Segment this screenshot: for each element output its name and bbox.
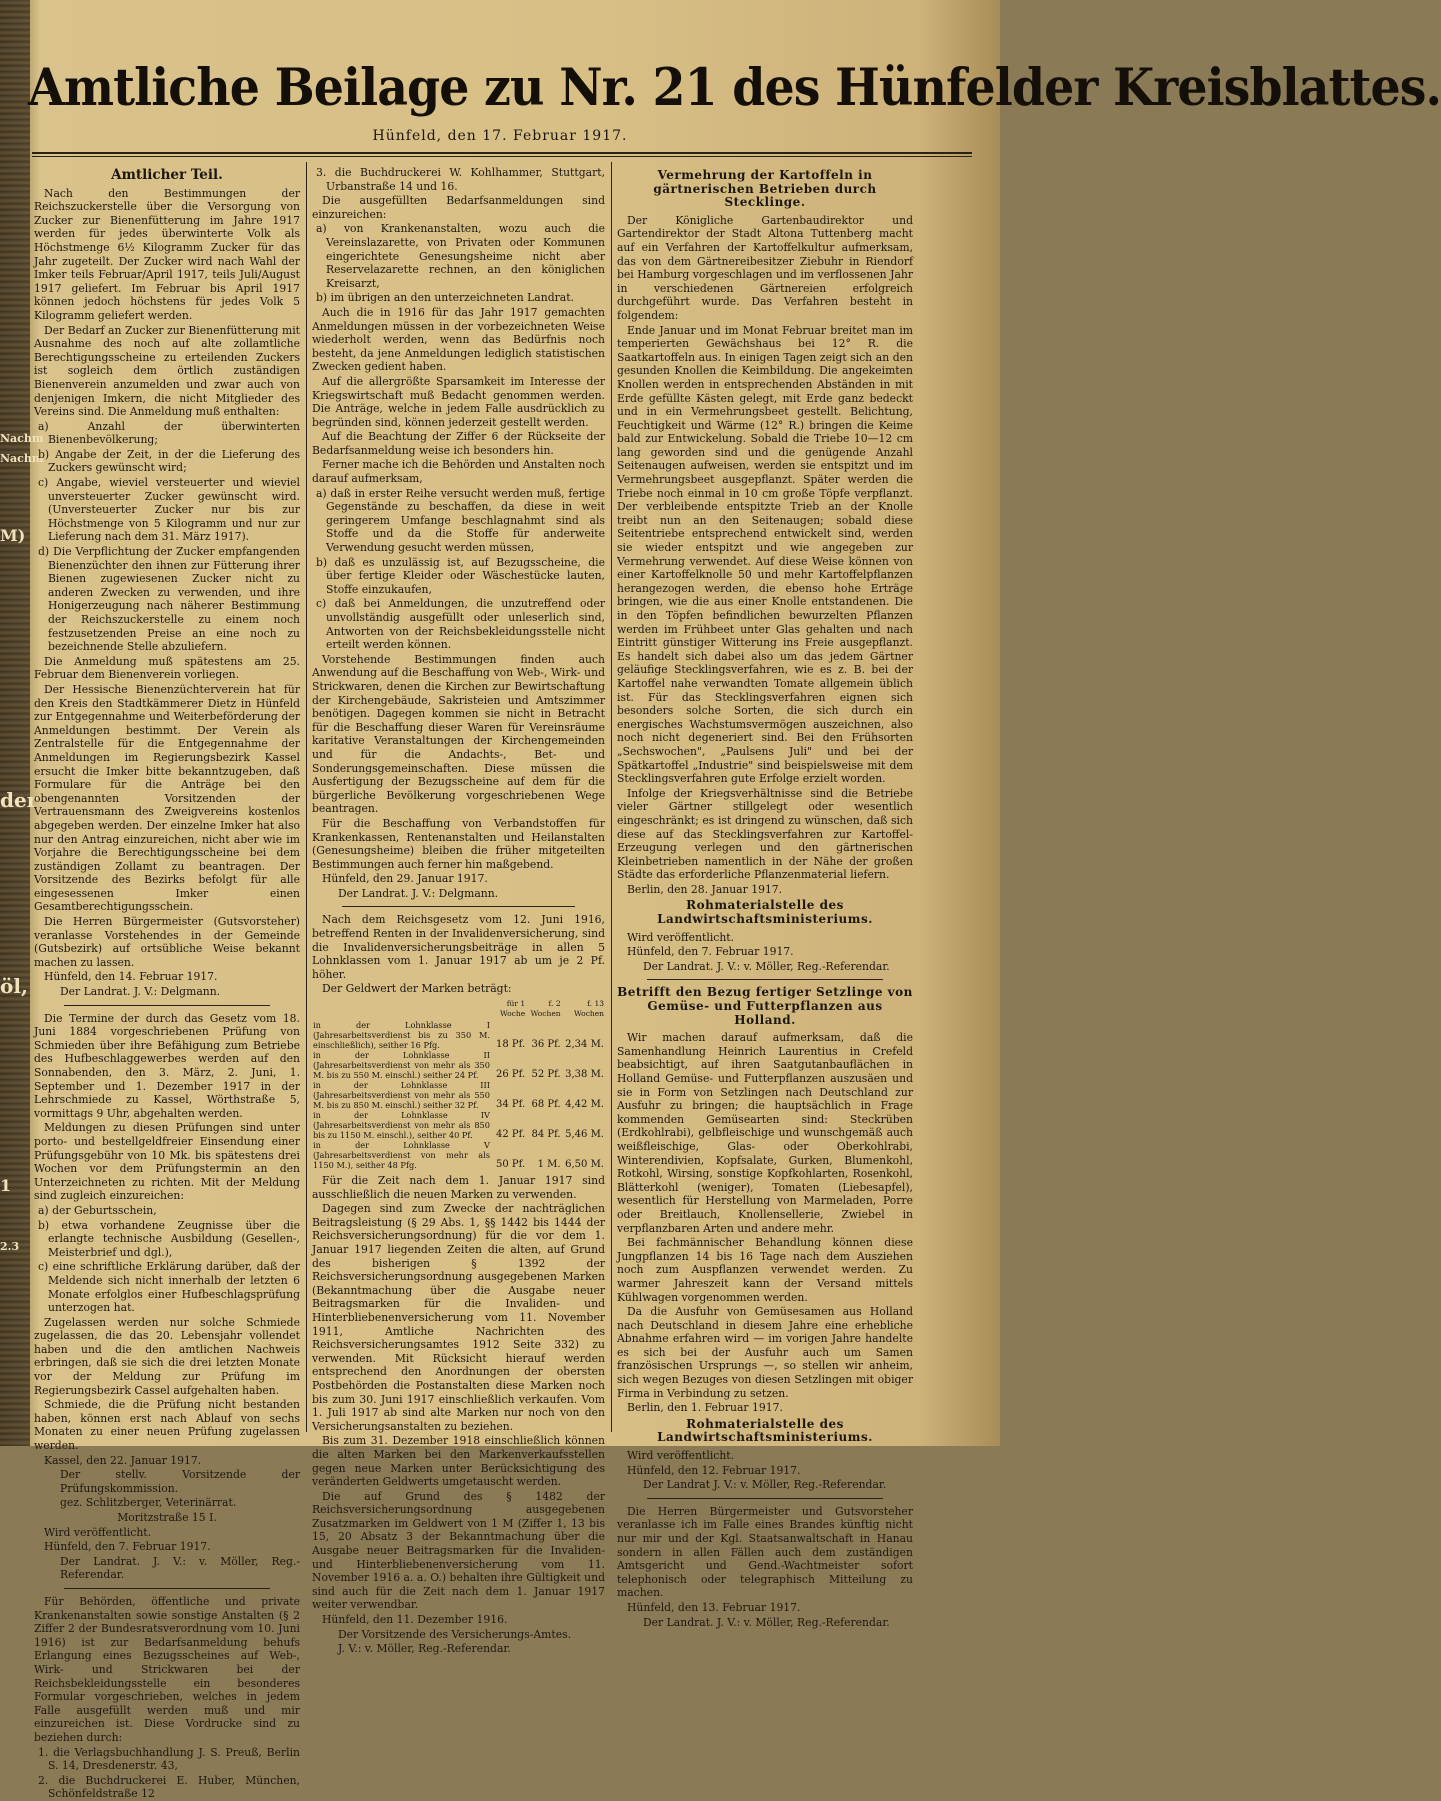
paragraph: Die auf Grund des § 1482 der Reichsversicherungsordnung ausgegebenen Zusatzmarken im Geldwert von 1 M (Ziffer 1, 13 bis 15, 20 Absatz 3 der Bekanntmachung über die Ausgabe neuer Beitragsmarken für die Invaliden- und Hinterbliebenenversicherung vom 11. November 1916 a. a. O.) behalten ihre Gültigkeit und sind auch für die Zeit nach dem 1. Januar 1917 weiter verwendbar. xyxy=(312,1489,605,1612)
table-cell: 42 Pf. xyxy=(495,1129,526,1141)
table-header: f. 13 Wochen xyxy=(573,999,604,1019)
table-header-row xyxy=(312,998,605,1020)
paragraph: Ende Januar und im Monat Februar breitet man im temperierten Gewächshaus bei 12° R. die Saatkartoffeln aus. In einigen Tagen zeigt sich an den gesunden Knollen die Keimbildung. Die angekeimten Knollen werden in entsprechenden Abständen in mit Erde gefüllte Kästen gelegt, mit Erde ganz bedeckt und in ein Vermehrungsbeet gestellt. Belichtung, Feuchtigkeit und Wärme (12° R.) bringen die Keime bald zur Entwickelung. Sobald die Triebe 10—12 cm lang geworden sind und die genügende Anzahl Seitenaugen aufweisen, werden sie entspitzt und im Vermehrungsbeet ausgepflanzt. Später werden die Triebe noch einmal in 10 cm große Töpfe verpflanzt. Der verbleibende entspitzte Trieb an der Knolle treibt nun an den Seitenaugen; sobald diese Seitentriebe entsprechend entwickelt sind, werden sie wieder entspitzt und wie angegeben zur Vermehrung verwendet. Auf diese Weise können von einer Kartoffelknolle 50 und mehr Kartoffelpflanzen herangezogen werden, die ebenso hohe Erträge bringen, wie die aus einer Knolle entstandenen. Die in den Töpfen befindlichen bewurzelten Pflanzen werden im Frühbeet unter Glas gehalten und nach Eintritt günstiger Witterung ins Freie ausgepflanzt. Es handelt sich dabei also um das jedem Gärtner geläufige Stecklingsverfahren, wie es z. B. bei der Kartoffel nahe verwandten Tomate allgemein üblich ist. Für das Stecklingsverfahren eignen sich besonders solche Sorten, die sich durch ein energisches Wachstumsvermögen auszeichnen, also noch nicht degeneriert sind. Bei den Frühsorten „Sechswochen", „Paulsens Juli" und bei der Spätkartoffel „Industrie" sind beispielsweise mit dem Stecklingsverfahren gute Erfolge erzielt worden. xyxy=(617,323,913,786)
list-item: b) daß es unzulässig ist, auf Bezugsscheine, die über fertige Kleider oder Wäschestücke lauten, Stoffe einzukaufen, xyxy=(316,555,605,596)
signature: Der Landrat. J. V.: Delgmann. xyxy=(338,886,499,900)
section-heading: Rohmaterialstelle des Landwirtschaftsministeriums. xyxy=(657,898,873,927)
margin-fragment: Nachm xyxy=(0,432,44,445)
table-cell: in der Lohnklasse I (Jahresarbeitsverdienst bis zu 350 M. einschließlich), seither 16 Pfg. xyxy=(313,1020,490,1051)
paragraph: Die Termine der durch das Gesetz vom 18. Juni 1884 vorgeschriebenen Prüfung von Schmieden über ihre Befähigung zum Betriebe des Hufbeschlaggewerbes werden auf den Sonnabenden, den 3. März, 2. Juni, 1. September und 1. Dezember 1917 in der Lehrschmiede zu Kassel, Wörthstraße 5, vormittags 9 Uhr, abgehalten werden. xyxy=(34,1011,300,1120)
table-cell: 34 Pf. xyxy=(495,1099,526,1111)
date-line: Hünfeld, den 29. Januar 1917. xyxy=(322,872,488,886)
date-line: Hünfeld, den 11. Dezember 1916. xyxy=(322,1613,508,1627)
paragraph: Bei fachmännischer Behandlung können diese Jungpflanzen 14 bis 16 Tage nach dem Ausziehen noch zum Auspflanzen verwendet werden. Zu warmer Jahreszeit kann der Versand mittels Kühlwagen vorgenommen werden. xyxy=(617,1236,913,1304)
table-cell: 52 Pf. xyxy=(531,1069,561,1081)
paragraph: Die ausgefüllten Bedarfsanmeldungen sind einzureichen: xyxy=(312,194,605,221)
table-row xyxy=(312,1140,605,1170)
paragraph: Der Königliche Gartenbaudirektor und Gartendirektor der Stadt Altona Tuttenberg macht auf ein Verfahren der Kartoffelkultur aufmerksam, das von dem Gärtnereibesitzer Ziebuhr in Riendorf bei Hamburg vorgeschlagen und im verflossenen Jahr in verschiedenen Gärtnereien erfolgreich durchgeführt wurde. Das Verfahren besteht in folgendem: xyxy=(617,213,913,322)
paragraph: Auf die allergrößte Sparsamkeit im Interesse der Kriegswirtschaft muß Bedacht genommen werden. Die Anträge, welche in jedem Falle ausdrücklich zu begründen sind, können jederzeit gestellt werden. xyxy=(312,374,605,429)
date-line: Hünfeld, den 13. Februar 1917. xyxy=(627,1600,801,1614)
signature: Der Vorsitzende des Versicherungs-Amtes. xyxy=(338,1627,572,1641)
date-line: Hünfeld, den 7. Februar 1917. xyxy=(44,1540,211,1554)
paragraph: Für Behörden, öffentliche und private Krankenanstalten sowie sonstige Anstalten (§ 2 Ziffer 2 der Bundesratsverordnung vom 10. Juni 1916) ist zur Bedarfsanmeldung behufs Erlangung eines Bezugsscheines auf Web-, Wirk- und Strickwaren bei der Reichsbekleidungsstelle ein besonderes Formular vorgeschrieben, welches in jedem Falle ausgefüllt werden muß und mir einzureichen ist. Diese Vordrucke sind zu beziehen durch: xyxy=(34,1594,300,1744)
date-line: Berlin, den 1. Februar 1917. xyxy=(627,1401,783,1415)
paragraph: Die Herren Bürgermeister und Gutsvorsteher veranlasse ich im Falle eines Brandes künftig nicht nur mir und der Kgl. Staatsanwaltschaft in Hanau sondern in allen Fällen auch dem zuständigen Amtsgericht und Gend.-Wachtmeister sofort telephonisch oder telegraphisch Mitteilung zu machen. xyxy=(617,1504,913,1600)
list-item: d) Die Verpflichtung der Zucker empfangenden Bienenzüchter den ihnen zur Fütterung ihrer Bienen zugewiesenen Zucker nicht zu anderen Zwecken zu verwenden, und ihre Honigerzeugung nach näherer Bestimmung der Reichszuckerstelle zu einem noch festzusetzenden Preise an eine noch zu bezeichnende Stelle abzuliefern. xyxy=(38,545,300,654)
list-item: c) eine schriftliche Erklärung darüber, daß der Meldende sich nicht innerhalb der letzten 6 Monate erfolglos einer Hufbeschlagsprüfung unterzogen hat. xyxy=(38,1260,300,1315)
table-cell: in der Lohnklasse IV (Jahresarbeitsverdienst von mehr als 850 bis zu 1150 M. einschl.), seither 40 Pf. xyxy=(313,1110,490,1141)
table-cell: 2,34 M. xyxy=(565,1039,604,1051)
list-item: c) daß bei Anmeldungen, die unzutreffend oder unvollständig ausgefüllt oder unleserlich sind, Antworten von der Reichsbekleidungsstelle nicht erteilt werden können. xyxy=(316,597,605,652)
paragraph: Auch die in 1916 für das Jahr 1917 gemachten Anmeldungen müssen in der vorbezeichneten Weise wiederholt werden, wenn das Bedürfnis noch besteht, da jene Anmeldungen lediglich statistischen Zwecken gedient haben. xyxy=(312,305,605,374)
paragraph: Dagegen sind zum Zwecke der nachträglichen Beitragsleistung (§ 29 Abs. 1, §§ 1442 bis 1444 der Reichsversicherungsordnung) für die vor dem 1. Januar 1917 liegenden Zeiten die alten, auf Grund des bisherigen § 1392 der Reichsversicherungsordnung ausgegebenen Marken (Bekanntmachung über die Ausgabe neuer Beitragsmarken für die Invaliden- und Hinterbliebenenversicherung vom 11. November 1911, Amtliche Nachrichten des Reichsversicherungsamtes 1912 Seite 332) zu verwenden. Mit Rücksicht hierauf werden entsprechend den Anordnungen der obersten Postbehörden die Postanstalten diese Marken noch bis zum 30. Juni 1917 einschließlich verkaufen. Vom 1. Juli 1917 ab sind alte Marken nur noch von den Versicherungsanstalten zu beziehen. xyxy=(312,1202,605,1433)
paragraph: Wir machen darauf aufmerksam, daß die Samenhandlung Heinrich Laurentius in Crefeld beabsichtigt, auf ihren Saatgutanbauflächen in Holland Gemüse- und Futterpflanzen auszusäen und sie in Form von Setzlingen nach Deutschland zur Ausfuhr zu bringen; die hauptsächlich in Frage kommenden Gemüsearten sind: Steckrüben (Erdkohlrabi), gelbfleischige und wunschgemäß auch weißfleischige, Glas- oder Oberkohlrabi, Winterendivien, Kopfsalate, Gurken, Blumenkohl, Rotkohl, Wirsing, sonstige Kopfkohlarten, Rosenkohl, Blätterkohl (weniger), Tomaten (Liebesapfel), wesentlich für Herstellung von Marmeladen, Porre oder Breitlauch, Knollensellerie, Zwiebel in verpflanzbaren Arten und andere mehr. xyxy=(617,1031,913,1235)
list-item: 2. die Buchdruckerei E. Huber, München, Schönfeldstraße 12 xyxy=(38,1773,300,1801)
paragraph: Für die Zeit nach dem 1. Januar 1917 sind ausschließlich die neuen Marken zu verwenden. xyxy=(312,1174,605,1201)
paragraph: Nach den Bestimmungen der Reichszuckerstelle über die Versorgung von Zucker zur Bienenfütterung im Jahre 1917 werden für jedes überwinterte Volk als Höchstmenge 6½ Kilogramm Zucker für das Jahr zugeteilt. Der Zucker wird nach Wahl der Imker teils Februar/April 1917, teils Juli/August 1917 geliefert. Im Februar bis April 1917 können jedoch höchstens für jedes Volk 5 Kilogramm geliefert werden. xyxy=(34,186,300,322)
binding-gutter xyxy=(0,0,44,1446)
date-line: Hünfeld, den 14. Februar 1917. xyxy=(44,970,218,984)
table-row xyxy=(312,1110,605,1140)
column-3 xyxy=(617,166,913,1629)
margin-fragment: 1 xyxy=(0,1176,12,1195)
signature: Moritzstraße 15 I. xyxy=(117,1511,217,1524)
margin-fragment: 2.3 xyxy=(0,1240,20,1253)
paragraph: Der Bedarf an Zucker zur Bienenfütterung mit Ausnahme des noch auf alte zollamtliche Berechtigungsscheine zu erteilenden Zuckers ist sogleich dem örtlich zuständigen Bienenverein anzumelden und zwar auch von denjenigen Imkern, die nicht Mitglieder des Vereins sind. Die Anmeldung muß enthalten: xyxy=(34,323,300,419)
table-cell: 4,42 M. xyxy=(565,1099,604,1111)
margin-fragment: öl, xyxy=(0,974,28,998)
margin-fragment: M) xyxy=(0,526,26,545)
table-cell: 26 Pf. xyxy=(495,1069,526,1081)
table-cell: in der Lohnklasse III (Jahresarbeitsverdienst von mehr als 550 M. bis zu 850 M. einschl.) seither 32 Pf. xyxy=(313,1080,490,1111)
section-heading: Rohmaterialstelle des Landwirtschaftsministeriums. xyxy=(657,1416,873,1445)
publication-note: Wird veröffentlicht. xyxy=(627,1449,735,1463)
separator xyxy=(64,1005,270,1006)
separator xyxy=(647,979,883,980)
date-line: Hünfeld, den 12. Februar 1917. xyxy=(627,1463,801,1477)
masthead-rule-thin xyxy=(32,156,972,157)
publication-note: Wird veröffentlicht. xyxy=(627,930,735,944)
column-rule xyxy=(306,162,307,1432)
rates-table xyxy=(312,998,605,1170)
list-item: c) Angabe, wieviel versteuerter und wieviel unversteuerter Zucker gewünscht wird. (Unversteuerter Zucker nur bis zur Höchstmenge von 5 Kilogramm und nur zur Lieferung nach dem 31. März 1917). xyxy=(38,476,300,544)
date-line: Hünfeld, den 7. Februar 1917. xyxy=(627,945,794,959)
paragraph: Die Herren Bürgermeister (Gutsvorsteher) veranlasse Vorstehendes in der Gemeinde (Gutsbezirk) auf ortsübliche Weise bekannt machen zu lassen. xyxy=(34,915,300,969)
section-heading: Betrifft den Bezug fertiger Setzlinge von Gemüse- und Futterpflanzen aus Holland. xyxy=(617,985,913,1027)
paragraph: Infolge der Kriegsverhältnisse sind die Betriebe vieler Gärtner stillgelegt oder wesentlich eingeschränkt; es ist dringend zu wünschen, daß sich diese auf das Stecklingsverfahren zur Kartoffel-Erzeugung verlegen und den gärtnerischen Kleinbetrieben namentlich in der Nähe der großen Städte das erforderliche Pflanzenmaterial liefern. xyxy=(617,786,913,882)
column-1 xyxy=(34,166,300,1801)
table-header: für 1 Woche xyxy=(499,999,526,1019)
table-cell: 1 M. xyxy=(537,1159,561,1171)
paragraph: Vorstehende Bestimmungen finden auch Anwendung auf die Beschaffung von Web-, Wirk- und Strickwaren, denen die Kirchen zur Bewirtschaftung der Kirchengebäude, Sakristeien und Amtszimmer benötigen. Dagegen kommen sie nicht in Betracht für die Beschaffung dieser Waren für Vereinsräume karitative Veranstaltungen der Kirchengemeinden und für die Andachts-, Bet- und Sonderungsgemeinschaften. Diese müssen die Ausfertigung der Bezugsscheine auf dem für die bürgerliche Bevölkerung vorgeschriebenen Wege beantragen. xyxy=(312,652,605,816)
date-line: Kassel, den 22. Januar 1917. xyxy=(44,1453,202,1467)
publication-note: Wird veröffentlicht. xyxy=(44,1525,152,1539)
margin-fragment: der xyxy=(0,788,38,812)
paragraph: Für die Beschaffung von Verbandstoffen für Krankenkassen, Rentenanstalten und Heilanstalten (Genesungsheime) bleiben die früher mitgeteilten Bestimmungen auch ferner hin maßgebend. xyxy=(312,816,605,871)
date-line: Berlin, den 28. Januar 1917. xyxy=(627,882,783,896)
list-item: b) Angabe der Zeit, in der die Lieferung des Zuckers gewünscht wird; xyxy=(38,447,300,475)
paragraph: Der Hessische Bienenzüchterverein hat für den Kreis den Stadtkämmerer Dietz in Hünfeld zur Entgegennahme und Weiterbeförderung der Anmeldungen bestimmt. Der Verein als Zentralstelle für die Entgegennahme der Anmeldungen im Regierungsbezirk Kassel ersucht die Imker bitte bekanntzugeben, daß Formulare für die Anträge bei den obengenannten Vorsitzenden der Vertrauensmann des Zweigvereins kostenlos abgegeben werden. Der einzelne Imker hat also nur den Antrag einzureichen, nicht aber wie im Vorjahre die Berechtigungsscheine bei dem zuständigen Zollamt zu beantragen. Der Vorsitzende des Bezirks befolgt für alle eingesessenen Imker einen Gesamtberechtigungsschein. xyxy=(34,682,300,914)
margin-fragment: Nachm xyxy=(0,452,44,465)
list-item: a) Anzahl der überwinterten Bienenbevölkerung; xyxy=(38,419,300,447)
separator xyxy=(342,906,575,907)
paragraph: Zugelassen werden nur solche Schmiede zugelassen, die das 20. Lebensjahr vollendet haben und die den amtlichen Nachweis erbringen, daß sie sich die drei letzten Monate vor der Meldung zur Prüfung im Regierungsbezirk Cassel aufgehalten haben. xyxy=(34,1315,300,1397)
section-heading: Vermehrung der Kartoffeln in gärtnerischen Betrieben durch Stecklinge. xyxy=(653,168,877,210)
list-item: b) etwa vorhandene Zeugnisse über die erlangte technische Ausbildung (Gesellen-, Meisterbrief und dgl.), xyxy=(38,1218,300,1259)
signature: Der Landrat. J. V.: v. Möller, Reg.-Referendar. xyxy=(643,1615,890,1629)
table-cell: in der Lohnklasse V (Jahresarbeitsverdienst von mehr als 1150 M.), seither 48 Pfg. xyxy=(313,1140,490,1171)
table-row xyxy=(312,1050,605,1080)
paragraph: Meldungen zu diesen Prüfungen sind unter porto- und bestellgeldfreier Einsendung einer Prüfungsgebühr von 10 Mk. bis spätestens drei Wochen vor dem Prüfungstermin an den Unterzeichneten zu richten. Mit der Meldung sind zugleich einzureichen: xyxy=(34,1121,300,1203)
separator xyxy=(647,1498,883,1499)
table-cell: in der Lohnklasse II (Jahresarbeitsverdienst von mehr als 350 M. bis zu 550 M. einschl.) seither 24 Pf. xyxy=(313,1050,490,1081)
signature: Der Landrat. J. V.: Delgmann. xyxy=(60,985,221,999)
signature: Der Landrat J. V.: v. Möller, Reg.-Referendar. xyxy=(643,1478,887,1492)
paragraph: Schmiede, die die Prüfung nicht bestanden haben, können erst nach Ablauf von sechs Monaten zu einer neuen Prüfung zugelassen werden. xyxy=(34,1398,300,1453)
table-cell: 3,38 M. xyxy=(565,1069,604,1081)
table-cell: 18 Pf. xyxy=(495,1039,526,1051)
list-item: a) daß in erster Reihe versucht werden muß, fertige Gegenstände zu beschaffen, da diese in weit geringerem Umfange beschlagnahmt sind als Stoffe und da die Stoffe für anderweite Verwendung gesucht werden müssen, xyxy=(316,486,605,555)
masthead-title: Amtliche Beilage zu Nr. 21 des Hünfelder Kreisblattes. xyxy=(28,58,1441,118)
table-cell: 36 Pf. xyxy=(531,1039,561,1051)
table-cell: 6,50 M. xyxy=(565,1159,604,1171)
paragraph: Ferner mache ich die Behörden und Anstalten noch darauf aufmerksam, xyxy=(312,458,605,486)
signature: Der Landrat. J. V.: v. Möller, Reg.-Referendar. xyxy=(643,959,890,973)
dateline: Hünfeld, den 17. Februar 1917. xyxy=(372,128,628,144)
table-header: f. 2 Wochen xyxy=(530,999,561,1019)
table-cell: 68 Pf. xyxy=(531,1099,561,1111)
table-row xyxy=(312,1020,605,1050)
paragraph: Der Geldwert der Marken beträgt: xyxy=(322,982,512,996)
list-item: a) der Geburtsschein, xyxy=(38,1203,157,1217)
separator xyxy=(64,1588,270,1589)
table-cell: 50 Pf. xyxy=(495,1159,526,1171)
paragraph: Die Anmeldung muß spätestens am 25. Februar dem Bienenverein vorliegen. xyxy=(34,654,300,682)
signature: J. V.: v. Möller, Reg.-Referendar. xyxy=(338,1642,511,1656)
paragraph: Nach dem Reichsgesetz vom 12. Juni 1916, betreffend Renten in der Invalidenversicherung, sind die Invalidenversicherungsbeiträge in allen 5 Lohnklassen vom 1. Januar 1917 ab um je 2 Pf. höher. xyxy=(312,913,605,981)
paragraph: Auf die Beachtung der Ziffer 6 der Rückseite der Bedarfsanmeldung weise ich besonders hin. xyxy=(312,430,605,457)
masthead-rule xyxy=(32,152,972,154)
list-item: b) im übrigen an den unterzeichneten Landrat. xyxy=(316,291,574,305)
paragraph: Bis zum 31. Dezember 1918 einschließlich können die alten Marken bei den Markenverkaufsstellen gegen neue Marken unter Berücksichtigung des veränderten Geldwerts umgetauscht werden. xyxy=(312,1434,605,1489)
list-item: 1. die Verlagsbuchhandlung J. S. Preuß, Berlin S. 14, Dresdenerstr. 43, xyxy=(38,1745,300,1773)
list-item: a) von Krankenanstalten, wozu auch die Vereinslazarette, von Privaten oder Kommunen eingerichtete Genesungsheime nicht aber Reservelazarette rechnen, an den königlichen Kreisarzt, xyxy=(316,222,605,290)
column-2 xyxy=(312,166,605,1656)
signature: Der Landrat. J. V.: v. Möller, Reg.-Referendar. xyxy=(60,1554,300,1582)
table-cell: 84 Pf. xyxy=(531,1129,561,1141)
column-rule xyxy=(611,162,612,1432)
table-row xyxy=(312,1080,605,1110)
list-item: 3. die Buchdruckerei W. Kohlhammer, Stuttgart, Urbanstraße 14 und 16. xyxy=(316,166,605,193)
table-cell: 5,46 M. xyxy=(565,1129,604,1141)
section-heading: Amtlicher Teil. xyxy=(111,167,223,183)
paragraph: Da die Ausfuhr von Gemüsesamen aus Holland nach Deutschland in diesem Jahre eine erhebliche Abnahme erfahren wird — im vorigen Jahre handelte es sich bei der Ausfuhr auch um Samen französischen Ursprungs —, so stellen wir anheim, sich wegen Bezuges von diesen Setzlingen mit obiger Firma in Verbindung zu setzen. xyxy=(617,1305,913,1400)
signature: Der stellv. Vorsitzende der Prüfungskommission. xyxy=(60,1468,300,1495)
signature: gez. Schlitzberger, Veterinärrat. xyxy=(60,1496,237,1510)
